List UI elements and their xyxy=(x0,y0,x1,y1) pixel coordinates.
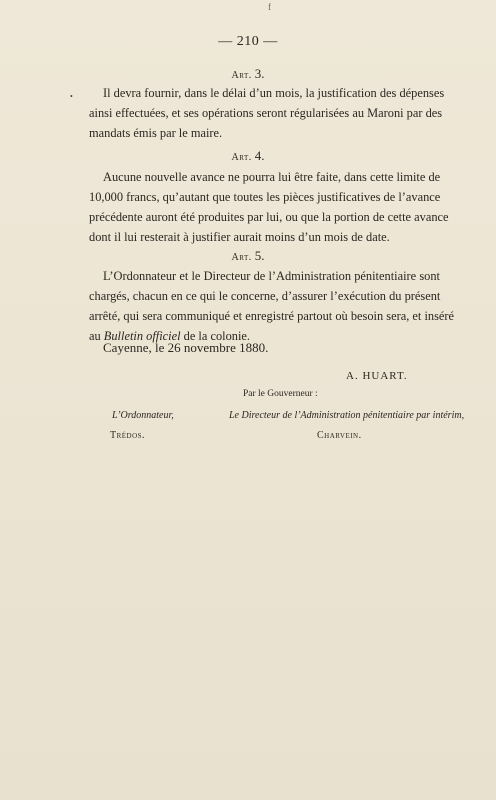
page-speck: f xyxy=(268,2,271,12)
governor-signature: A. HUART. xyxy=(346,370,408,382)
article-4-number: 4. xyxy=(254,148,265,163)
article-5-line-2: chargés, chacun en ce qui le concerne, d’assurer l’exécution du présent xyxy=(89,289,441,303)
ordonnateur-name: Trédos. xyxy=(110,430,146,441)
article-5-line-4-suffix: de la colonie. xyxy=(180,329,251,343)
directeur-title: Le Directeur de l’Administration pénitentiaire par intérim, xyxy=(229,410,465,421)
ink-dot: • xyxy=(70,92,73,101)
par-le-gouverneur: Par le Gouverneur : xyxy=(243,389,318,399)
directeur-name: Charvein. xyxy=(317,430,362,441)
article-5-heading xyxy=(0,248,496,264)
article-4-line-4: dont il lui resterait à justifier aurait moins d’un mois de date. xyxy=(89,230,390,244)
article-3-text xyxy=(89,83,445,143)
article-4-line-3: précédente auront été produites par lui, ou que la portion de cette avance xyxy=(89,210,449,224)
article-3-line-2: ainsi effectuées, et ses opérations seront régularisées au Maroni par des xyxy=(89,106,443,120)
article-3-label: Art. xyxy=(231,70,252,81)
article-5-line-3: arrêté, qui sera communiqué et enregistré partout où besoin sera, et inséré xyxy=(89,309,455,323)
article-4-heading xyxy=(0,148,496,164)
date-line: Cayenne, le 26 novembre 1880. xyxy=(103,340,269,355)
article-4-line-1: Aucune nouvelle avance ne pourra lui être faite, dans cette limite de xyxy=(103,170,441,184)
article-3-line-1: Il devra fournir, dans le délai d’un mois, la justification des dépenses xyxy=(103,86,445,100)
page-number: — 210 — xyxy=(218,34,278,49)
article-5-label: Art. xyxy=(231,252,252,263)
ordonnateur-title: L’Ordonnateur, xyxy=(112,410,174,421)
article-5-text xyxy=(89,266,455,346)
article-4-text xyxy=(89,167,449,247)
article-3-line-3: mandats émis par le maire. xyxy=(89,126,223,140)
article-4-label: Art. xyxy=(231,152,252,163)
article-5-line-1: L’Ordonnateur et le Directeur de l’Administration pénitentiaire sont xyxy=(103,269,440,283)
article-5-line-4-prefix: au xyxy=(89,329,104,343)
article-4-line-2: 10,000 francs, qu’autant que toutes les pièces justificatives de l’avance xyxy=(89,190,441,204)
article-3-heading xyxy=(0,66,496,82)
article-5-number: 5. xyxy=(254,248,265,263)
article-3-number: 3. xyxy=(254,66,265,81)
bulletin-officiel-title: Bulletin officiel xyxy=(103,329,181,343)
